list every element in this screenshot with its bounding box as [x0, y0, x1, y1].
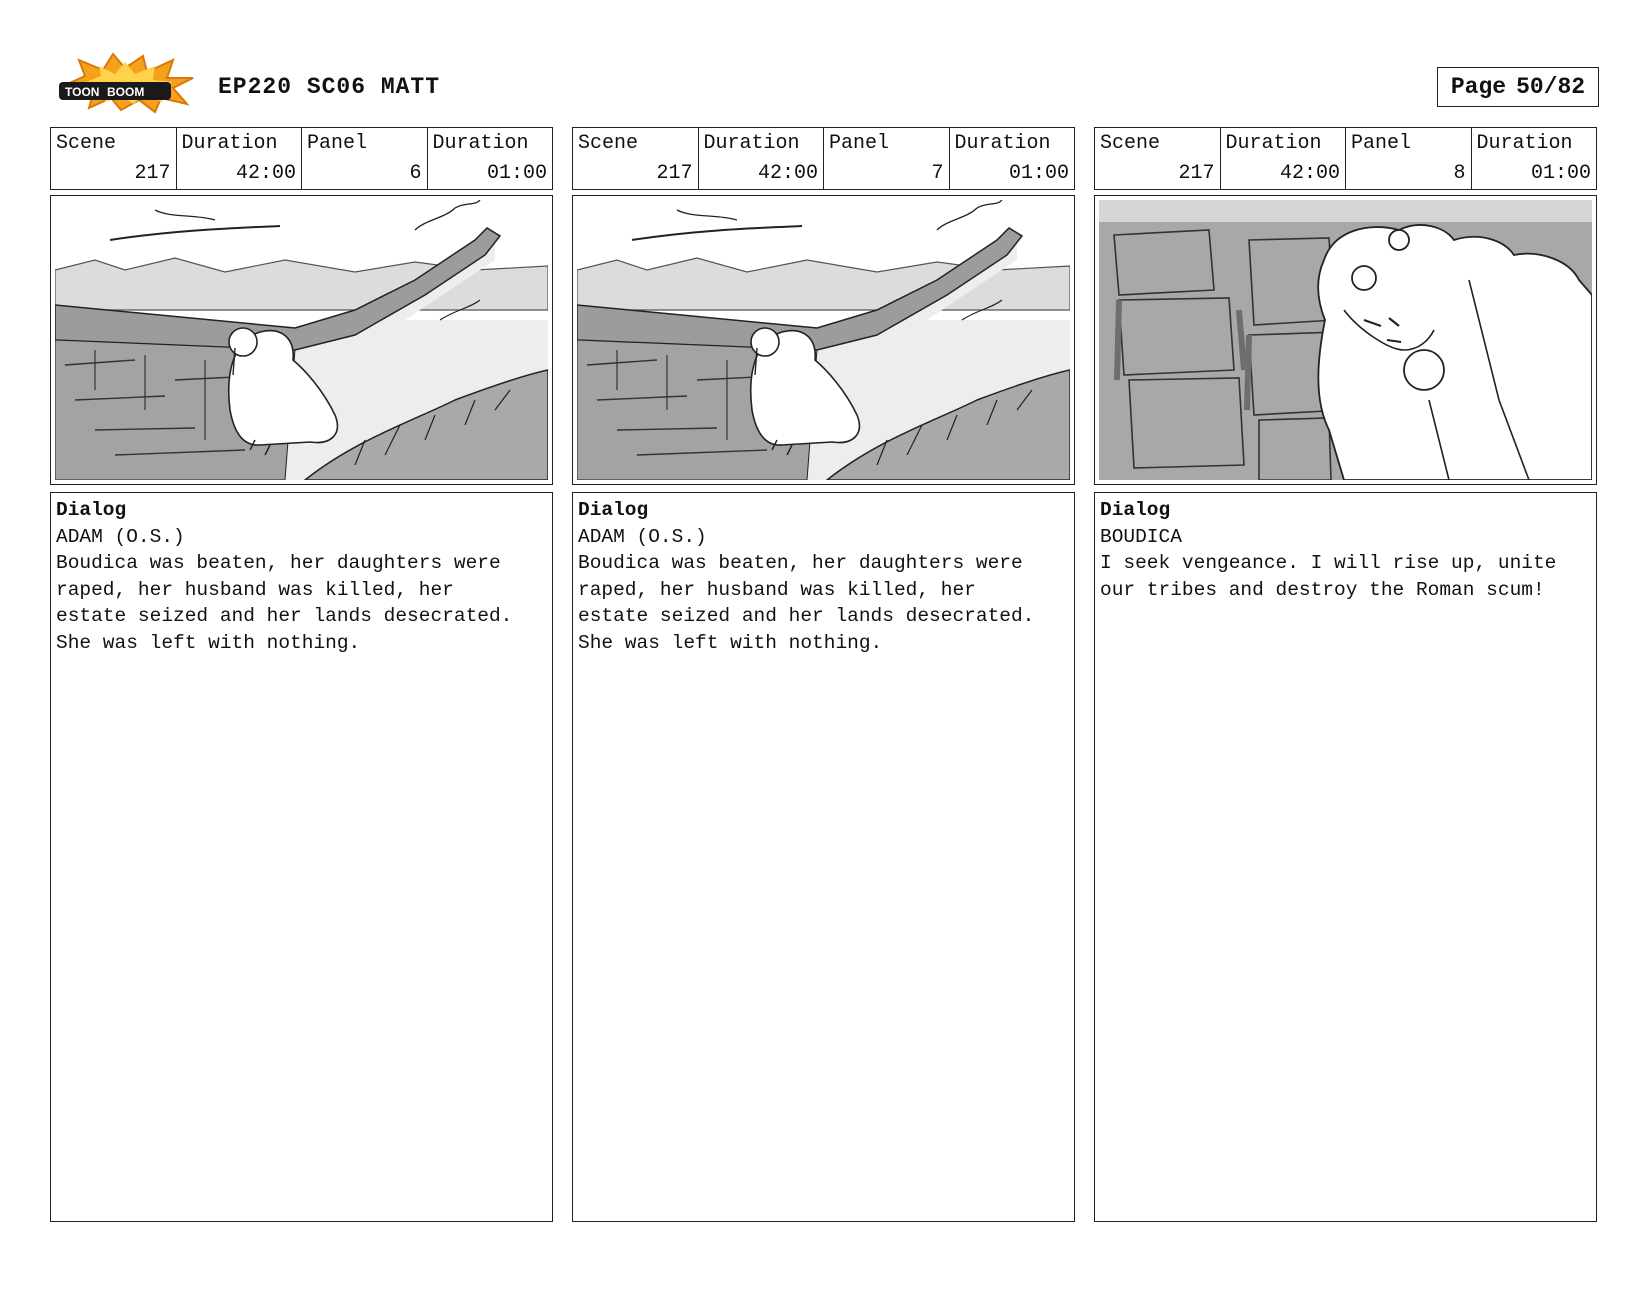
- dialog-box: [1094, 492, 1597, 1222]
- scene-cell: [1095, 128, 1221, 189]
- dialog-heading: Dialog: [56, 499, 127, 521]
- page-label: Page: [1450, 74, 1507, 100]
- scene-duration-cell: [699, 128, 825, 189]
- panel-info-bar: [572, 127, 1075, 190]
- storyboard-panel-6: [50, 127, 553, 1222]
- panel-duration-value: 01:00: [486, 162, 547, 185]
- dialog-speaker: ADAM (O.S.): [56, 525, 185, 548]
- panel-duration-cell: [1472, 128, 1597, 189]
- panel-drawing: [572, 195, 1075, 485]
- dialog-text: Boudica was beaten, her daughters were raped, her husband was killed, her estate seized and her lands desecrated. She was left with nothing.: [56, 552, 513, 654]
- duration-label: Duration: [703, 132, 800, 155]
- panel-cell: [302, 128, 428, 189]
- wide-landscape-sketch: [55, 200, 548, 480]
- panel-label: Panel: [1351, 132, 1412, 155]
- scene-label: Scene: [56, 132, 117, 155]
- panel-drawing: [50, 195, 553, 485]
- scene-duration-cell: [1221, 128, 1347, 189]
- panel-drawing: [1094, 195, 1597, 485]
- panel-value: 7: [931, 162, 944, 185]
- duration-label: Duration: [1476, 132, 1573, 155]
- panel-label: Panel: [307, 132, 368, 155]
- panel-cell: [824, 128, 950, 189]
- toonboom-logo: [55, 52, 197, 114]
- dialog-heading: Dialog: [578, 499, 649, 521]
- panel-label: Panel: [829, 132, 890, 155]
- wide-landscape-sketch: [577, 200, 1070, 480]
- scene-cell: [51, 128, 177, 189]
- scene-value: 217: [134, 162, 171, 185]
- storyboard-panel-8: [1094, 127, 1597, 1222]
- panel-info-bar: [1094, 127, 1597, 190]
- duration-label: Duration: [181, 132, 278, 155]
- svg-text:BOOM: BOOM: [107, 85, 145, 99]
- panel-value: 6: [409, 162, 422, 185]
- panel-value: 8: [1453, 162, 1466, 185]
- scene-label: Scene: [1100, 132, 1161, 155]
- scene-duration-value: 42:00: [235, 162, 296, 185]
- panel-duration-value: 01:00: [1008, 162, 1069, 185]
- panel-duration-cell: [950, 128, 1075, 189]
- page-indicator: [1437, 67, 1599, 107]
- duration-label: Duration: [1225, 132, 1322, 155]
- dialog-speaker: ADAM (O.S.): [578, 525, 707, 548]
- svg-text:TOON: TOON: [65, 85, 100, 99]
- document-title: EP220 SC06 MATT: [218, 74, 441, 100]
- closeup-character-sketch: [1099, 200, 1592, 480]
- scene-duration-value: 42:00: [1279, 162, 1340, 185]
- dialog-box: [572, 492, 1075, 1222]
- duration-label: Duration: [432, 132, 529, 155]
- page-number: 50/82: [1516, 74, 1586, 100]
- panel-duration-cell: [428, 128, 553, 189]
- scene-duration-value: 42:00: [757, 162, 818, 185]
- dialog-speaker: BOUDICA: [1100, 525, 1182, 548]
- panel-cell: [1346, 128, 1472, 189]
- dialog-box: [50, 492, 553, 1222]
- scene-duration-cell: [177, 128, 303, 189]
- scene-value: 217: [1178, 162, 1215, 185]
- dialog-text: I seek vengeance. I will rise up, unite our tribes and destroy the Roman scum!: [1100, 552, 1557, 601]
- duration-label: Duration: [954, 132, 1051, 155]
- scene-cell: [573, 128, 699, 189]
- storyboard-panel-7: [572, 127, 1075, 1222]
- dialog-heading: Dialog: [1100, 499, 1171, 521]
- dialog-text: Boudica was beaten, her daughters were raped, her husband was killed, her estate seized and her lands desecrated. She was left with nothing.: [578, 552, 1035, 654]
- scene-value: 217: [656, 162, 693, 185]
- panel-info-bar: [50, 127, 553, 190]
- scene-label: Scene: [578, 132, 639, 155]
- panel-duration-value: 01:00: [1530, 162, 1591, 185]
